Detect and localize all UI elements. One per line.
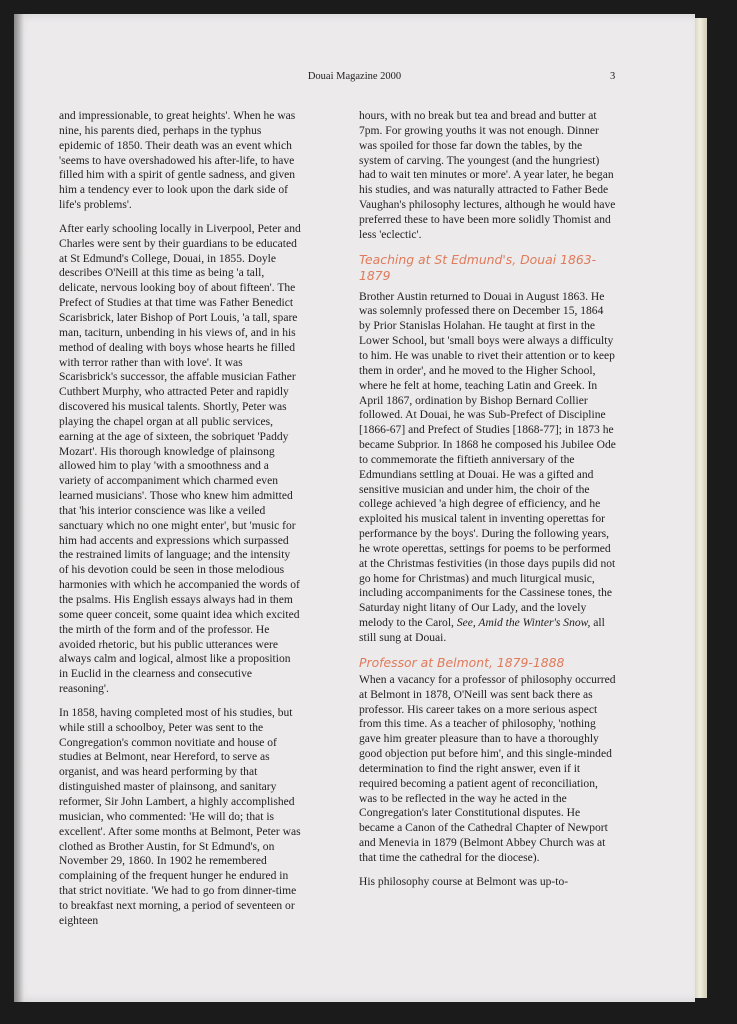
paragraph: hours, with no break but tea and bread and butter at 7pm. For growing youths it was not enough. Dinner was spoiled for those far down the tables, by the system of carving. The youngest (and the hungriest) had to wait ten minutes or more'. A year later, he began his studies, and was naturally attracted to Father Bede Vaughan's philosophy lectures, although he would have preferred these to have been more solidly Thomist and less 'eclectic'. xyxy=(359,110,616,241)
magazine-page xyxy=(14,14,695,1002)
paragraph: In 1858, having completed most of his studies, but while still a schoolboy, Peter was sent to the Congregation's common novitiate and house of studies at Belmont, near Hereford, to serve as organist, and was heard performing by that distinguished master of plainsong, and sanitary reformer, Sir John Lambert, a highly accomplished musician, who commented: 'He will do; that is excellent'. After some months at Belmont, Peter was clothed as Brother Austin, for St Edmund's, on November 29, 1860. In 1902 he remembered complaining of the frequent hunger he endured in that strict novitiate. 'We had to go from dinner-time to breakfast next morning, a period of seventeen or eighteen xyxy=(59,706,301,927)
paragraph: and impressionable, to great heights'. When he was nine, his parents died, perhaps in the typhus epidemic of 1850. Their death was an event which 'seems to have overshadowed his after-life, to have filled him with a spirit of gentle sadness, and given him a tendency ever to look upon the dark side of life's problems'. xyxy=(59,110,296,212)
carol-title: See, Amid the Winter's Snow, xyxy=(456,617,591,630)
page-edge xyxy=(695,18,707,998)
spine-shadow xyxy=(14,14,24,1002)
left-column xyxy=(59,109,301,938)
section-heading: Teaching at St Edmund's, Douai 1863-1879 xyxy=(359,251,597,283)
paragraph: After early schooling locally in Liverpool, Peter and Charles were sent by their guardians to be educated at St Edmund's College, Douai, in 1855. Doyle describes O'Neill at this time as being 'a tall, delicate, nervous looking boy of about fifteen'. The Prefect of Studies at that time was Father Benedict Scarisbrick, later Bishop of Port Louis, 'a tall, spare man, taciturn, unbending in his views of, and in his method of dealing with boys whose hearts he filled with terror rather than with love'. It was Scarisbrick's successor, the affable musician Father Cuthbert Murphy, who attracted Peter and rapidly discovered his musical talents. Shortly, Peter was playing the chapel organ at all public services, earning at the age of sixteen, the sobriquet 'Paddy Mozart'. His thorough knowledge of plainsong allowed him to play 'with a smoothness and a variety of accompaniment which charmed even learned musicians'. Those who knew him admitted that 'his interior conscience was like a veiled sanctuary which no one might enter', but 'music for him had accents and expressions which surpassed the restrained limits of language; and the intensity of his devotion could be seen in those melodious harmonies with which he accompanied the words of the psalms. His English essays always had in them some queer conceit, some quaint idea which excited the mirth of the form and of the professor. He avoided rhetoric, but his public utterances were always calm and logical, almost like a proposition in Euclid in the clearness and consecutive reasoning'. xyxy=(59,222,301,696)
paragraph xyxy=(359,290,617,646)
paragraph-text: all still sung at Douai. xyxy=(359,617,605,644)
section-heading: Professor at Belmont, 1879-1888 xyxy=(359,654,565,670)
paragraph: When a vacancy for a professor of philosophy occurred at Belmont in 1878, O'Neill was sent back there as professor. His career takes on a more serious aspect from this time. As a teacher of philosophy, 'nothing gave him greater pleasure than to have a thoroughly good objection put before him', and this single-minded determination to find the right answer, even if it required becoming a patient agent of reconciliation, was to be reflected in the way he acted in the Congregation's later Constitutional disputes. He became a Canon of the Cathedral Chapter of Newport and Menevia in 1879 (Belmont Abbey Church was at that time the cathedral for the diocese). xyxy=(359,673,616,864)
page-number: 3 xyxy=(610,71,616,82)
right-column xyxy=(359,109,617,899)
paragraph: His philosophy course at Belmont was up-to- xyxy=(359,875,569,888)
magazine-title: Douai Magazine 2000 xyxy=(307,71,402,82)
paragraph-text: Brother Austin returned to Douai in August 1863. He was solemnly professed there on December 15, 1864 by Prior Stanislas Holahan. He taught at first in the Lower School, but 'small boys were always a difficulty to him. He was unable to rivet their attention or to keep them in order', and he moved to the Higher School, where he felt at home, teaching Latin and Greek. In April 1867, ordination by Bishop Bernard Collier followed. At Douai, he was Sub-Prefect of Discipline [1866-67] and Prefect of Studies [1868-77]; in 1873 he became Subprior. In 1868 he composed his Jubilee Ode to commemorate the fiftieth anniversary of the Edmundians settling at Douai. He was a gifted and sensitive musician and under him, the choir of the college achieved 'a high degree of efficiency, and he exploited his musical talent in inventing operettas for performance by the boys'. During the following years, he wrote operettas, settings for poems to be performed at the Christmas festivities (in those days pupils did not go home for Christmas) and much liturgical music, including accompaniments for the Cassinese tones, the Saturday night litany of Our Lady, and the lovely melody to the Carol, xyxy=(359,290,616,630)
